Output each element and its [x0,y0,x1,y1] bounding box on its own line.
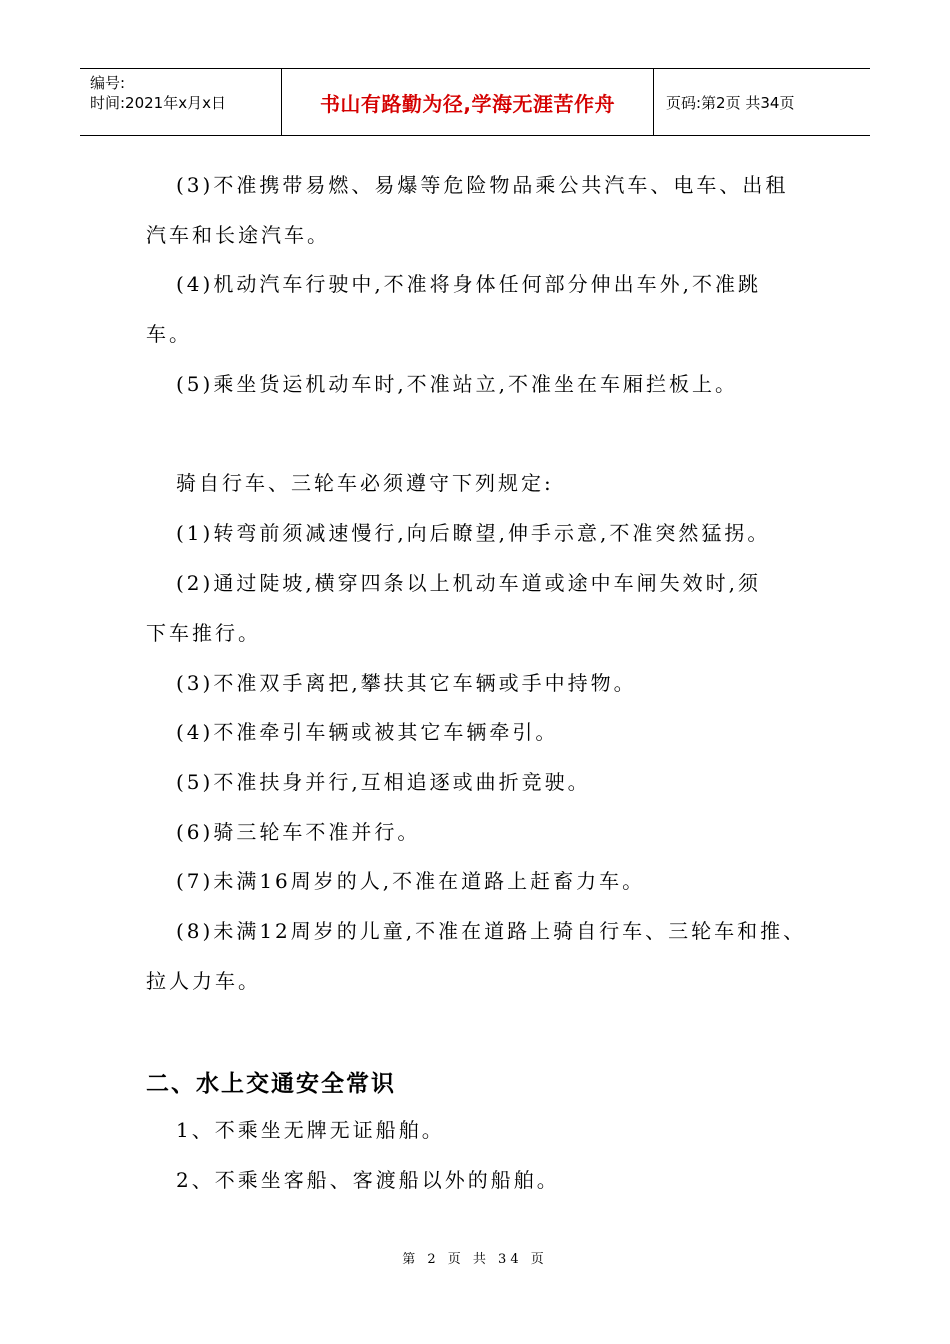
paragraph-line: 车。 [146,322,192,346]
paragraph-line: 1、不乘坐无牌无证船舶。 [176,1118,445,1142]
paragraph-line: (8)未满12周岁的儿童,不准在道路上骑自行车、三轮车和推、 [176,919,807,943]
paragraph-line: (4)不准牵引车辆或被其它车辆牵引。 [176,720,559,744]
header-motto: 书山有路勤为径,学海无涯苦作舟 [282,69,654,135]
paragraph-line: (2)通过陡坡,横穿四条以上机动车道或途中车闸失效时,须 [176,571,762,595]
paragraph-line: 拉人力车。 [146,969,261,993]
page-footer: 第 2 页 共 34 页 [402,1252,548,1267]
page-header [80,68,870,136]
doc-number-label: 编号: [90,74,126,92]
paragraph-line: (7)未满16周岁的人,不准在道路上赶畜力车。 [176,869,646,893]
paragraph-line: 下车推行。 [146,621,261,645]
header-meta [80,69,282,135]
paragraph-line: (3)不准携带易燃、易爆等危险物品乘公共汽车、电车、出租 [176,173,789,197]
section-heading: 二、水上交通安全常识 [146,1071,396,1097]
paragraph-line: (4)机动汽车行驶中,不准将身体任何部分伸出车外,不准跳 [176,272,762,296]
paragraph-line: (1)转弯前须减速慢行,向后瞭望,伸手示意,不准突然猛拐。 [176,521,771,545]
paragraph-line: (3)不准双手离把,攀扶其它车辆或手中持物。 [176,671,637,695]
paragraph-line: 2、不乘坐客船、客渡船以外的船舶。 [176,1168,560,1192]
paragraph-line: (5)乘坐货运机动车时,不准站立,不准坐在车厢拦板上。 [176,372,739,396]
paragraph-line: 汽车和长途汽车。 [146,223,330,247]
paragraph-line: (6)骑三轮车不准并行。 [176,820,421,844]
paragraph-line: 骑自行车、三轮车必须遵守下列规定: [176,471,554,495]
doc-time-label: 时间:2021年x月x日 [90,94,226,112]
paragraph-line: (5)不准扶身并行,互相追逐或曲折竞驶。 [176,770,591,794]
header-page-info: 页码:第2页 共34页 [666,93,795,112]
